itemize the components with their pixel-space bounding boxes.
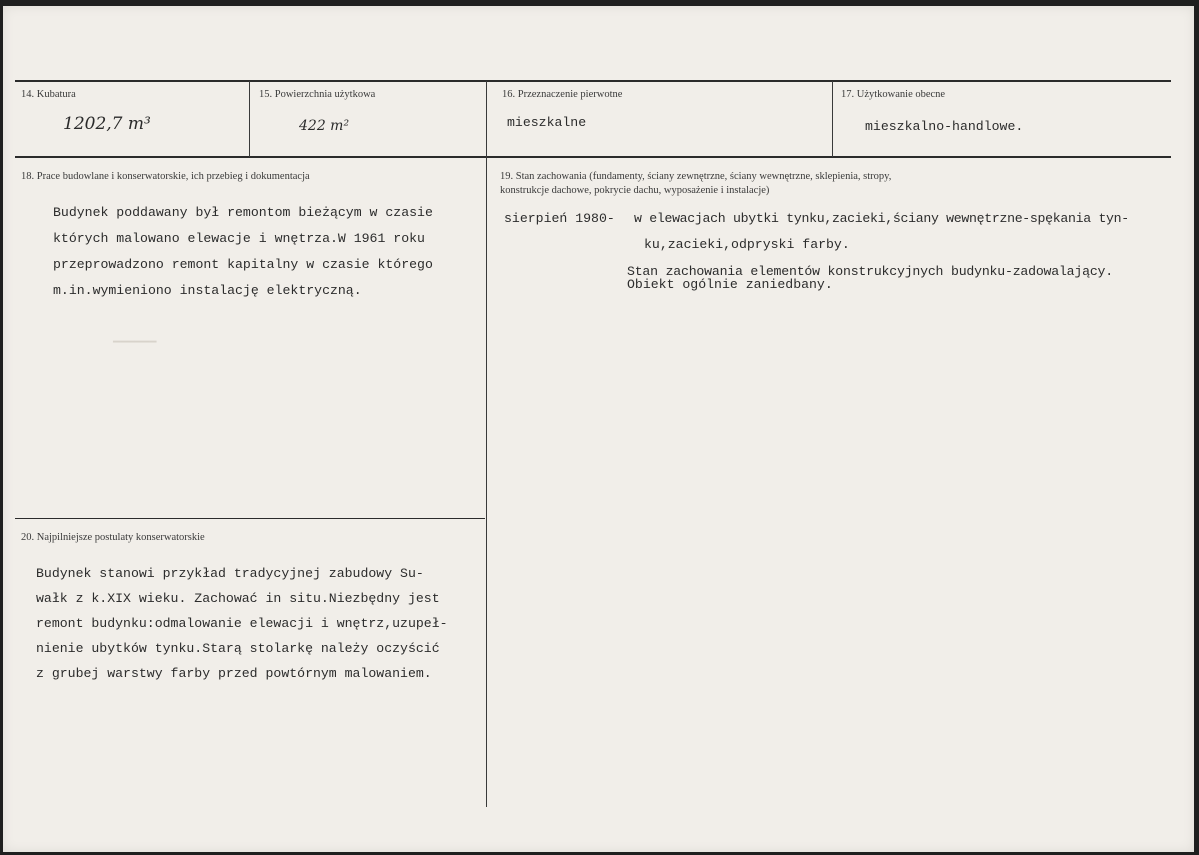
kubatura-label: 14. Kubatura: [21, 89, 76, 100]
stan-line-2: ku,zacieki,odpryski farby.: [644, 237, 850, 252]
prace-line-1: Budynek poddawany był remontom bieżącym w czasie: [53, 205, 433, 220]
stan-zachowania-label-2: konstrukcje dachowe, pokrycie dachu, wyposażenie i instalacje): [500, 185, 770, 196]
divider-16-17: [832, 81, 833, 157]
przeznaczenie-label: 16. Przeznaczenie pierwotne: [502, 89, 623, 100]
postulaty-text: [36, 563, 448, 684]
divider-15-16: [486, 81, 487, 807]
section20-rule: [15, 518, 485, 519]
prace-budowlane-text: [53, 202, 433, 301]
prace-line-2: których malowano elewacje i wnętrza.W 1961 roku: [53, 231, 425, 246]
row1-rule: [15, 156, 1171, 158]
postulaty-line-2: wałk z k.XIX wieku. Zachować in situ.Niezbędny jest: [36, 591, 440, 606]
kubatura-value: 1202,7 m³: [63, 114, 151, 134]
record-card: [3, 6, 1194, 852]
postulaty-line-4: nienie ubytków tynku.Starą stolarkę należy oczyścić: [36, 641, 440, 656]
show-through-text: ▔▔▔▔▔▔: [113, 342, 157, 356]
top-rule: [15, 80, 1171, 82]
uzytkowanie-value: mieszkalno-handlowe.: [865, 119, 1024, 134]
uzytkowanie-label: 17. Użytkowanie obecne: [841, 89, 946, 100]
stan-zachowania-label-1: 19. Stan zachowania (fundamenty, ściany zewnętrzne, ściany wewnętrzne, sklepienia, stropy,: [500, 171, 892, 182]
powierzchnia-label: 15. Powierzchnia użytkowa: [259, 89, 376, 100]
postulaty-line-3: remont budynku:odmalowanie elewacji i wnętrz,uzupeł-: [36, 616, 448, 631]
postulaty-line-1: Budynek stanowi przykład tradycyjnej zabudowy Su-: [36, 566, 424, 581]
prace-budowlane-label: 18. Prace budowlane i konserwatorskie, ich przebieg i dokumentacja: [21, 171, 310, 182]
prace-line-4: m.in.wymieniono instalację elektryczną.: [53, 283, 362, 298]
powierzchnia-value: 422 m²: [299, 118, 350, 134]
postulaty-label: 20. Najpilniejsze postulaty konserwatorskie: [21, 532, 205, 543]
prace-line-3: przeprowadzono remont kapitalny w czasie którego: [53, 257, 433, 272]
stan-line-3: Stan zachowania elementów konstrukcyjnych budynku-zadowalający.: [627, 264, 1113, 279]
stan-line-1: w elewacjach ubytki tynku,zacieki,ściany wewnętrzne-spękania tyn-: [634, 211, 1129, 226]
przeznaczenie-value: mieszkalne: [507, 115, 587, 130]
divider-14-15: [249, 81, 250, 157]
stan-date: sierpień 1980-: [504, 211, 615, 226]
postulaty-line-5: z grubej warstwy farby przed powtórnym malowaniem.: [36, 666, 432, 681]
stan-line-4: Obiekt ogólnie zaniedbany.: [627, 277, 833, 292]
